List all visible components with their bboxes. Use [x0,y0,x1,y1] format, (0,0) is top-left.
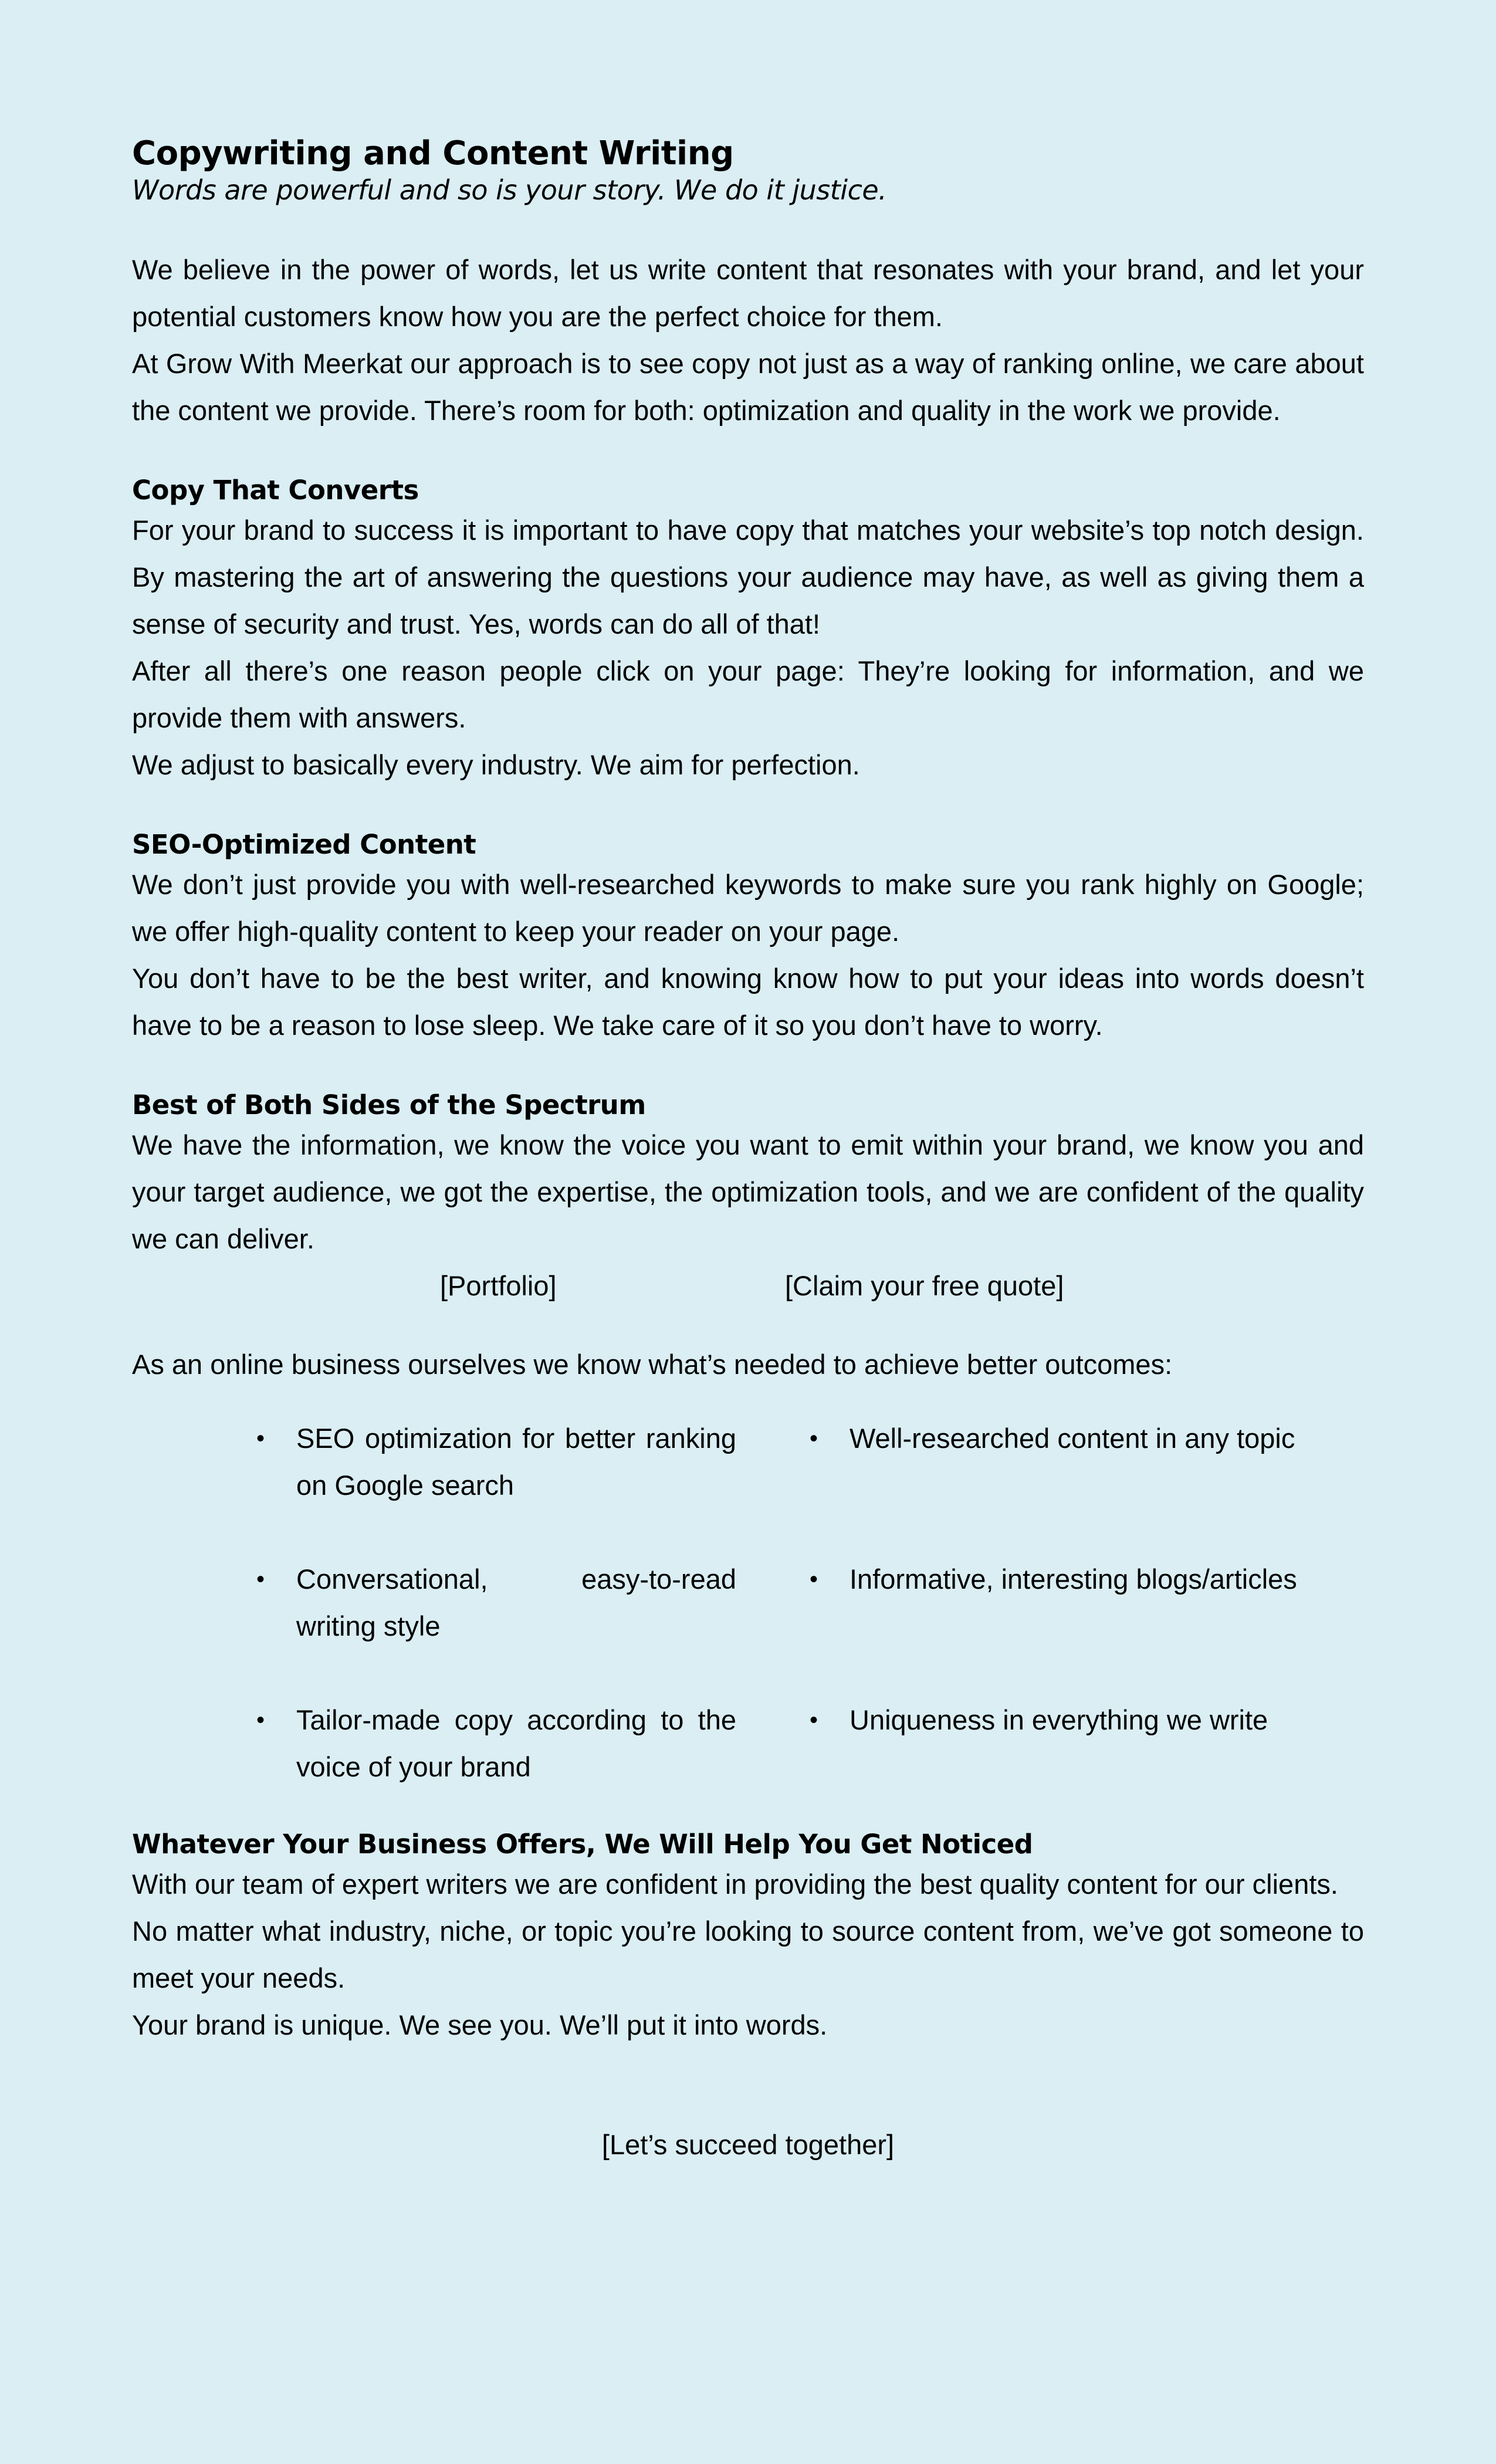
section-heading-seo-content: SEO-Optimized Content [132,829,476,860]
portfolio-link[interactable]: [Portfolio] [440,1270,557,1301]
spacer [132,434,1364,474]
spacer [132,788,1364,828]
copy-converts-paragraph-2: After all there’s one reason people click on your page: They’re looking for information, and we provide them with answers. [132,655,1364,733]
list-item-text: Tailor-made copy according to the voice of your brand [296,1704,736,1782]
page-title: Copywriting and Content Writing [132,134,734,172]
list-item-text: Uniqueness in everything we write [849,1704,1268,1735]
seo-content-paragraph-1: We don’t just provide you with well-researched keywords to make sure you rank highly on Google; we offer high-quality content to keep your reader on your page. [132,869,1364,947]
intro-paragraph-2: At Grow With Meerkat our approach is to see copy not just as a way of ranking online, we care about the content we provide. There’s room for both: optimization and quality in the work we provide. [132,348,1364,426]
outcomes-lead-in: As an online business ourselves we know what’s needed to achieve better outcomes: [132,1349,1173,1380]
section-heading-get-noticed: Whatever Your Business Offers, We Will Help You Get Noticed [132,1829,1033,1860]
bullet-icon: • [256,1566,265,1592]
list-item [810,1556,1331,1650]
succeed-together-link[interactable]: [Let’s succeed together] [601,2129,895,2160]
bullet-icon: • [810,1707,818,1733]
spacer [132,1309,1364,1341]
spacer [132,207,1364,246]
list-item [256,1697,736,1791]
bullet-icon: • [810,1426,818,1451]
seo-content-paragraph-2: You don’t have to be the best writer, and knowing know how to put your ideas into words doesn’t have to be a reason to lose sleep. We take care of it so you don’t have to worry. [132,963,1364,1041]
spacer [132,1049,1364,1089]
benefits-list-left [256,1415,736,1837]
get-noticed-paragraph-2: No matter what industry, niche, or topic you’re looking to source content from, we’ve got someone to meet your needs. [132,1915,1364,1993]
intro-paragraph-1: We believe in the power of words, let us write content that resonates with your brand, and let your potential customers know how you are the perfect choice for them. [132,254,1364,332]
benefits-list-right [810,1415,1331,1837]
list-item-text: SEO optimization for better ranking on Google search [296,1423,736,1501]
list-item-text: Conversational, easy-to-read writing style [296,1563,736,1641]
list-item [810,1697,1331,1791]
section-heading-best-of-both: Best of Both Sides of the Spectrum [132,1089,646,1121]
document-page [132,134,1364,2168]
list-item [256,1556,736,1650]
page-subtitle: Words are powerful and so is your story. We do it justice. [132,174,887,206]
copy-converts-paragraph-3: We adjust to basically every industry. We aim for perfection. [132,749,860,780]
link-row [132,1263,1364,1309]
get-noticed-paragraph-1: With our team of expert writers we are confident in providing the best quality content for our clients. [132,1869,1338,1900]
copy-converts-paragraph-1: For your brand to success it is important to have copy that matches your website’s top notch design. By mastering the art of answering the questions your audience may have, as well as giving them a sense of security and trust. Yes, words can do all of that! [132,515,1364,639]
section-heading-copy-converts: Copy That Converts [132,475,419,506]
list-item-text: Informative, interesting blogs/articles [849,1563,1297,1595]
free-quote-link[interactable]: [Claim your free quote] [785,1270,1064,1301]
bullet-icon: • [810,1566,818,1592]
benefits-list [132,1415,1364,1849]
list-item [810,1415,1331,1509]
bullet-icon: • [256,1707,265,1733]
get-noticed-paragraph-3: Your brand is unique. We see you. We’ll put it into words. [132,2009,828,2040]
bullet-icon: • [256,1426,265,1451]
list-item-text: Well-researched content in any topic [849,1423,1295,1454]
best-of-both-paragraph: We have the information, we know the voice you want to emit within your brand, we know you and your target audience, we got the expertise, the optimization tools, and we are confident of the quality we can deliver. [132,1129,1364,1254]
list-item [256,1415,736,1509]
